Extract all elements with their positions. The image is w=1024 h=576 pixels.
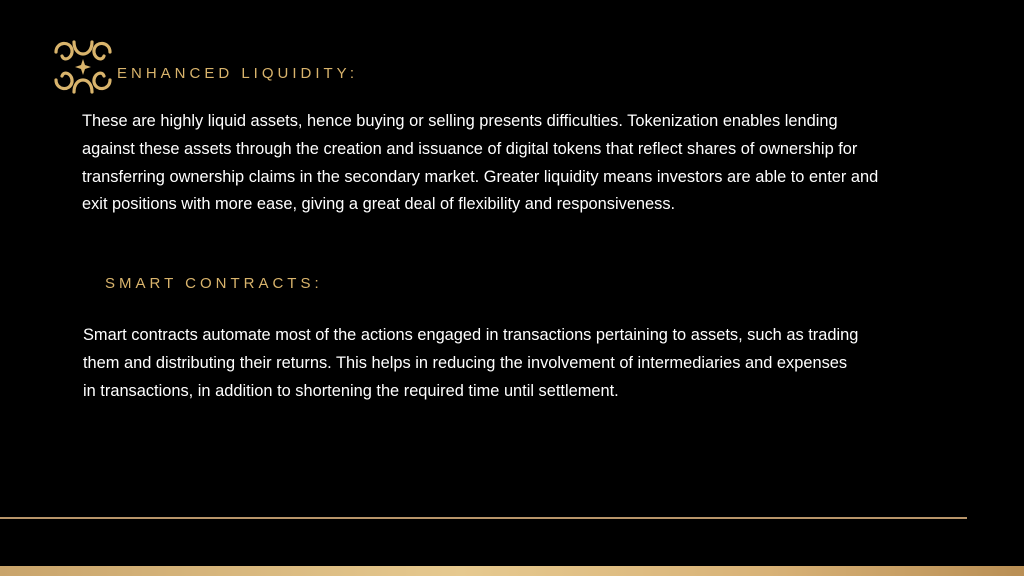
section-body-smart-contracts: Smart contracts automate most of the actions engaged in transactions pertaining to assets, such as trading them and distributing their returns. This helps in reducing the involvement of intermediaries and expenses in transactions, in addition to shortening the required time until settlement.: [83, 326, 859, 400]
bottom-gold-band: [0, 566, 1024, 576]
section-body-enhanced-liquidity: These are highly liquid assets, hence buying or selling presents difficulties. Tokenization enables lending against these assets through the creation and issuance of digital tokens that reflect shares of ownership for transferring ownership claims in the secondary market. Greater liquidity means investors are able to enter and exit positions with more ease, giving a great deal of flexibility and responsiveness.: [82, 112, 879, 214]
section-heading-smart-contracts: SMART CONTRACTS:: [105, 275, 323, 292]
ornamental-logo-icon: [52, 36, 114, 96]
divider-line: [0, 517, 967, 519]
section-heading-enhanced-liquidity: ENHANCED LIQUIDITY:: [117, 65, 359, 82]
